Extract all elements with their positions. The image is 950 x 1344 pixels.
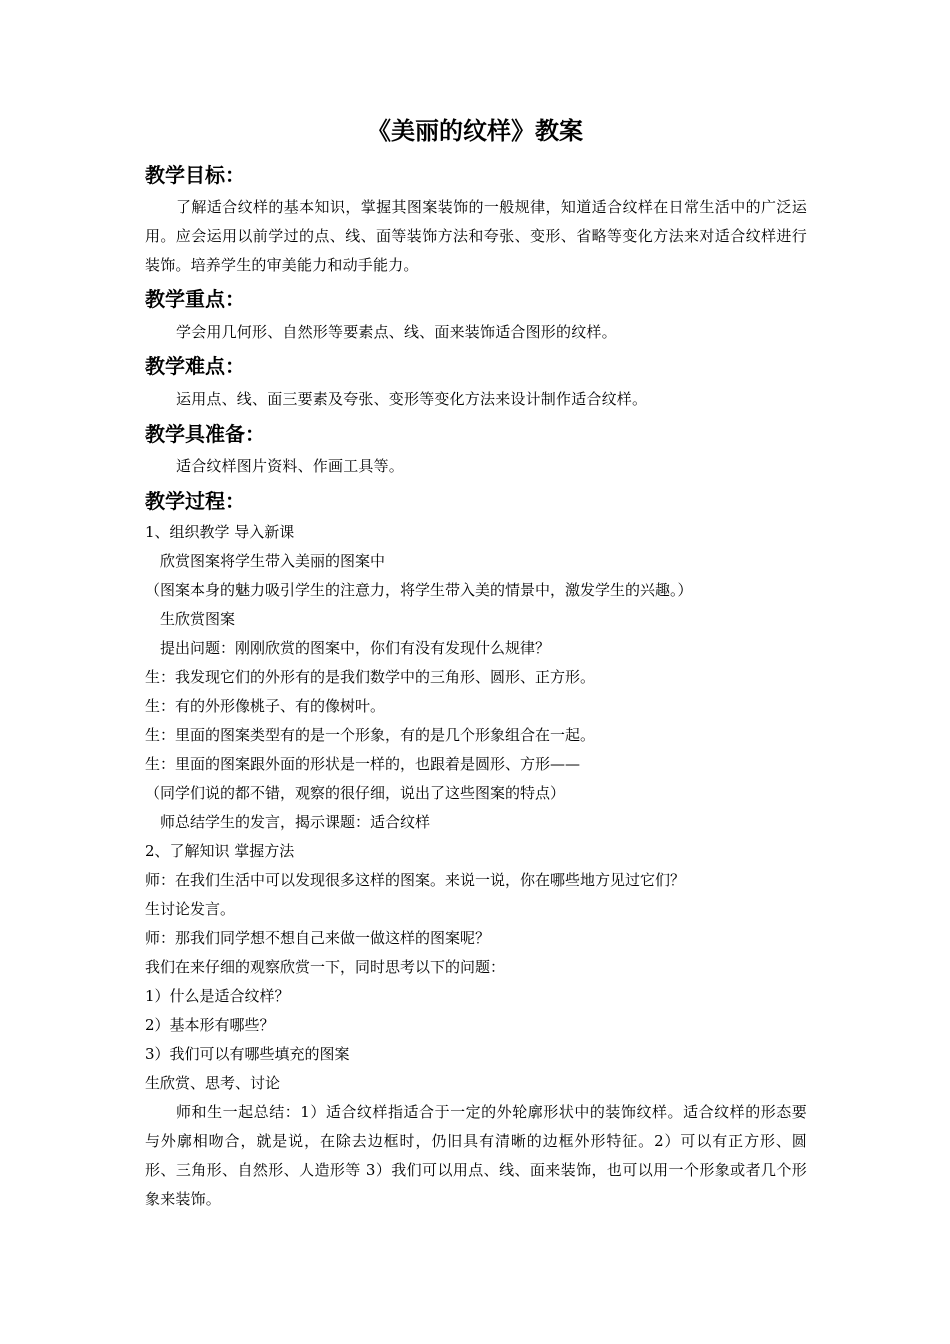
process-line: 2）基本形有哪些？ [145, 1016, 275, 1034]
process-line: 生欣赏图案 [160, 610, 236, 628]
heading-difficulties: 教学难点： [145, 354, 245, 378]
process-line: 欣赏图案将学生带入美丽的图案中 [160, 552, 386, 570]
process-line: 生欣赏、思考、讨论 [145, 1074, 281, 1092]
process-line: 师总结学生的发言，揭示课题：适合纹样 [160, 813, 431, 831]
document-title: 《美丽的纹样》教案 [367, 117, 583, 145]
process-line: 生：有的外形像桃子、有的像树叶。 [145, 697, 386, 715]
process-line: 1、组织教学 导入新课 [145, 523, 295, 541]
materials-paragraph: 适合纹样图片资料、作画工具等。 [176, 457, 405, 475]
difficulties-paragraph: 运用点、线、面三要素及夸张、变形等变化方法来设计制作适合纹样。 [176, 390, 648, 408]
key-points-paragraph: 学会用几何形、自然形等要素点、线、面来装饰适合图形的纹样。 [176, 323, 617, 341]
heading-process: 教学过程： [145, 489, 245, 513]
process-line: 生：里面的图案跟外面的形状是一样的，也跟着是圆形、方形—— [145, 755, 581, 773]
process-line: （同学们说的都不错，观察的很仔细，说出了这些图案的特点） [145, 784, 566, 802]
process-line: 1）什么是适合纹样？ [145, 987, 290, 1005]
process-line: 2、了解知识 掌握方法 [145, 842, 295, 860]
objectives-paragraph: 了解适合纹样的基本知识，掌握其图案装饰的一般规律，知道适合纹样在日常生活中的广泛运用。应会运用以前学过的点、线、面等装饰方法和夸张、变形、省略等变化方法来对适合纹样进行装饰。培养学生的审美能力和动手能力。 [145, 198, 807, 274]
process-line: 生讨论发言。 [145, 900, 236, 918]
process-line: 师：在我们生活中可以发现很多这样的图案。来说一说，你在哪些地方见过它们？ [145, 871, 686, 889]
process-line: 生：里面的图案类型有的是一个形象，有的是几个形象组合在一起。 [145, 726, 596, 744]
process-line: 生：我发现它们的外形有的是我们数学中的三角形、圆形、正方形。 [145, 668, 596, 686]
process-line: 师：那我们同学想不想自己来做一做这样的图案呢？ [145, 929, 491, 947]
summary-paragraph: 师和生一起总结：1）适合纹样指适合于一定的外轮廓形状中的装饰纹样。适合纹样的形态要与外廓相吻合，就是说，在除去边框时，仍旧具有清晰的边框外形特征。2）可以有正方形、圆形、三角形、自然形、人造形等 3）我们可以用点、线、面来装饰，也可以用一个形象或者几个形象来装饰。 [145, 1103, 807, 1208]
heading-materials: 教学具准备： [145, 422, 265, 446]
process-line: 我们在来仔细的观察欣赏一下，同时思考以下的问题： [145, 958, 506, 976]
process-line: 3）我们可以有哪些填充的图案 [145, 1045, 350, 1063]
process-line: （图案本身的魅力吸引学生的注意力，将学生带入美的情景中，激发学生的兴趣。） [145, 581, 693, 599]
process-line: 提出问题：刚刚欣赏的图案中，你们有没有发现什么规律？ [160, 639, 551, 657]
heading-objectives: 教学目标： [145, 163, 245, 187]
heading-key-points: 教学重点： [145, 287, 245, 311]
